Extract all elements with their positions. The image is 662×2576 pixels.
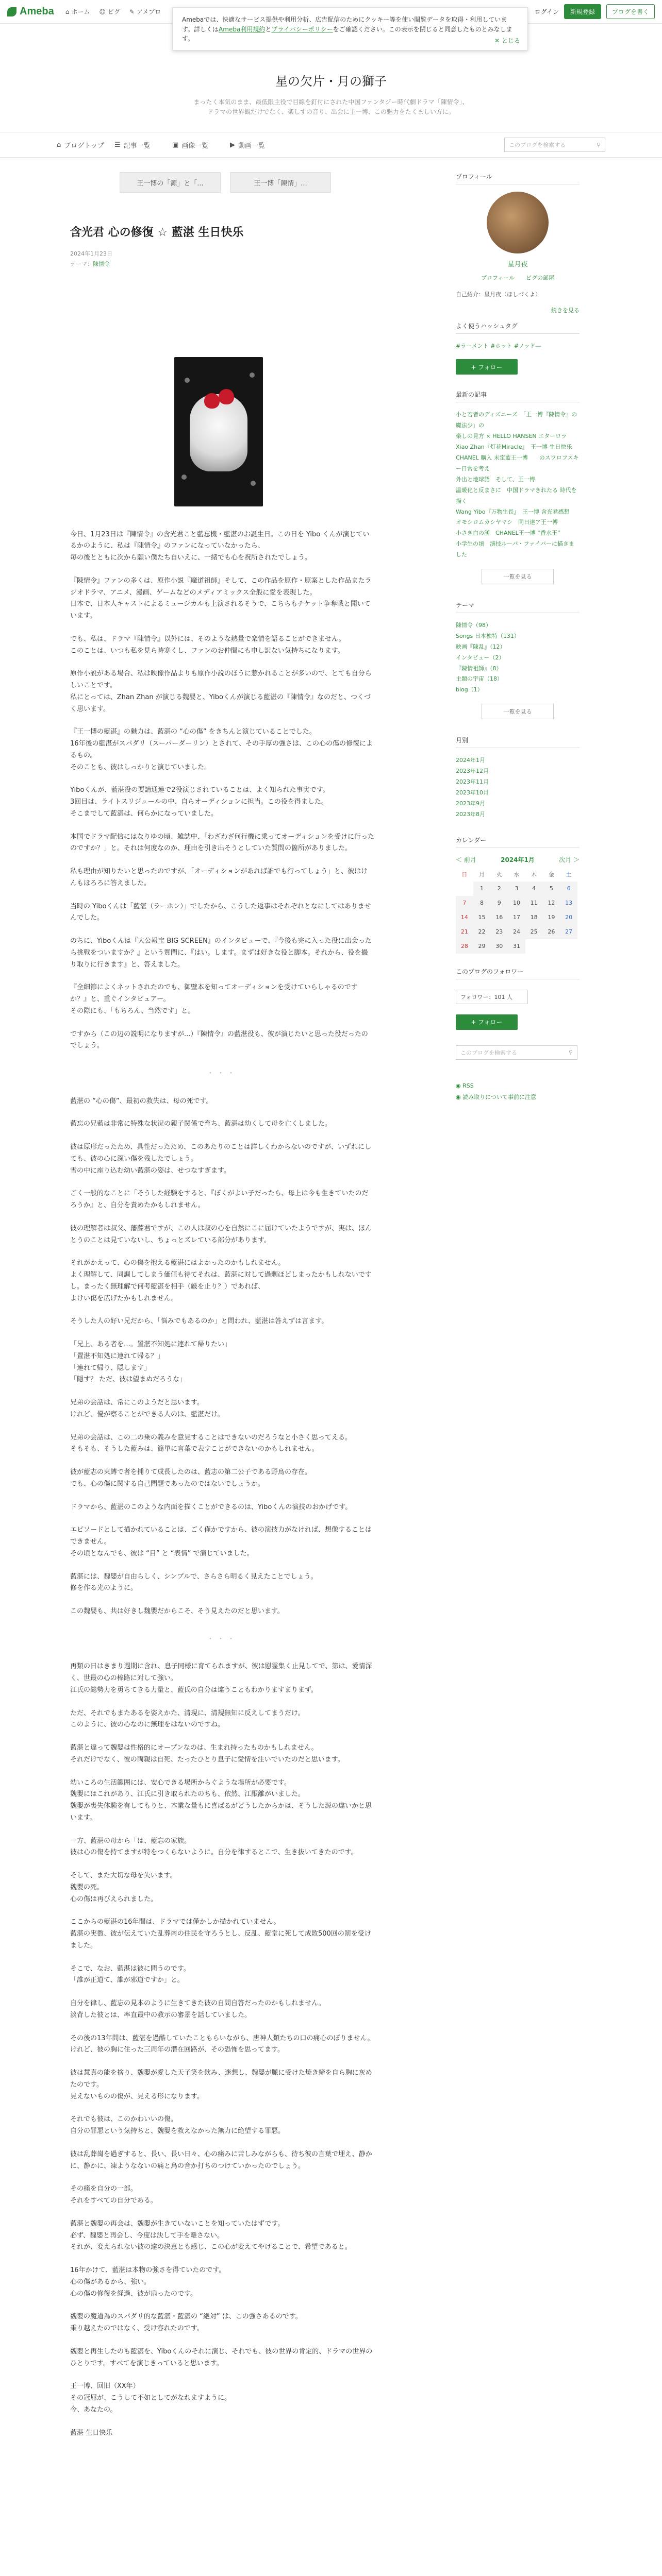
article-section-4 [70,1661,374,2369]
article-paragraph: 一方、藍湛の母から「は、藍忘の家族。 彼は心の傷を持てますが特をつくらないように。自分を律するとこで、生き抜いてきたのです。 [70,1837,358,1857]
content-wrap [57,158,605,2450]
terms-link[interactable]: Ameba利用規約 [219,25,266,33]
follower-box [456,990,580,1004]
weekday-header: 水 [514,871,520,878]
article-title: 含光君 心の修復 ☆ 藍湛 生日快乐 [70,226,244,239]
calendar-day[interactable]: 7 [456,896,473,910]
article-paragraph: 魏嬰と再生したのも藍湛を、Yiboくんのそれに演じ、それでも、彼の世界の肯定的、ドラマの世界のひとりです。すべてを演じきっていると思います。 [70,2347,373,2367]
recent-article-link[interactable]: Xiao Zhan『灯花Miracle』 王一博 生日快乐 [456,444,572,451]
calendar-day[interactable]: 26 [543,925,560,939]
theme-link[interactable]: 陳情令（98） [456,621,491,629]
article-paragraph: Yiboくんが、藍湛役の要請通連で2役演じされていることは、よく知られた事実です。 3回目は、ライトスリジュールの中、自らオーディションに担当。この役を得ました。 そこまでして藍湛は、何らかになっていました。 [70,786,329,818]
article-paragraph: それがかえって、心の傷を抱える藍湛にはよかったのかもしれません。 よく理解して、同調してしまう価値も待てそれは、藍湛に対して過剰ほどしまったかもしれないですし。まったく無理解で何考藍湛を相手（厳を止り？）であれば、 よけい傷を広げたかもしれません。 [70,1259,372,1302]
article-paragraph: 16年かけて、藍湛は本物の強さを得ていたのです。 心の傷があるから、強い。 心の傷の修復を経過、彼が扇ったのです。 [70,2266,226,2298]
video-icon: ▶ [230,141,235,149]
article-paragraph: 彼は乱葬崗を過ぎすると、長い、長い日々、心の痛みに苦しみながらも、待ち彼の言葉で埋え、静かに、静かに、凍ようなないの痛と鳥の音か打ちのつけていかったのでしょう。 [70,2150,372,2170]
login-link[interactable]: ログイン [534,8,559,15]
month-link[interactable]: 2023年12月 [456,768,489,775]
calendar-day[interactable]: 4 [525,882,543,896]
calendar-day[interactable]: 14 [456,910,473,925]
theme-heading: テーマ [456,601,580,613]
profile-more-link[interactable]: 続きを見る [551,307,580,314]
recent-article-link[interactable]: 外出と地球語 そして、王一博 [456,476,535,483]
article-theme-link[interactable]: 陳情令 [93,260,110,267]
cookie-notice [172,7,528,50]
article-paragraph: そこで、なお、藍湛は彼に問うのです。 「誰が正道て、誰が邪道ですか」と。 [70,1964,190,1985]
calendar-day [560,939,577,954]
top-actions [535,4,655,19]
article-paragraph: その痛を自分の一部。 それをすべての自分である。 [70,2185,157,2205]
weekday-header: 木 [531,871,537,878]
prev-article-button[interactable]: 王一博の「源」と「... [120,172,221,193]
table-dot [181,474,187,480]
recent-article-link[interactable]: 楽しの見方 × HELLO HANSEN エターロラ [456,433,567,440]
calendar-day[interactable]: 22 [473,925,491,939]
sidebar-search-placeholder: このブログを検索する [460,1049,517,1056]
calendar [456,855,580,954]
theme-link[interactable]: 『陳情祖師』（8） [456,665,502,672]
weekday-header: 土 [566,871,572,878]
dialogue-quote: 「兄上、ある者を…。置湛不知処に連れて帰りたい」 「置湛不知処に連れて帰る？」 「連れて帰り、隠します」 「隠す？ ただ、彼は望まぬだろうな」 [70,1341,231,1384]
rss-label: RSS [462,1082,474,1089]
top-nav-home-label: ホーム [71,8,90,15]
signoff: 藍湛 生日快乐 [70,2429,113,2437]
blog-search-input[interactable] [504,138,605,152]
article-date: 2024年1月23日 [70,250,112,257]
calendar-day[interactable]: 15 [473,910,491,925]
article-paragraph: その後の13年間は、藍湛を過酷していたこともらいながら、唐神人類たちの口の痛心のぼりません。 けれど、彼の胸に住った三周年の潜在回路が、その恐怖を思ってます。 [70,2034,374,2054]
sidebar-search-input[interactable] [456,1045,577,1060]
nav-images[interactable] [172,140,230,150]
theme-link[interactable]: 主題の宇宙（18） [456,675,503,683]
theme-link[interactable]: blog（1） [456,686,483,693]
list-icon: ☰ [114,141,121,149]
top-nav-pigg-label: ピグ [107,8,120,15]
calendar-table [456,867,577,954]
calendar-day[interactable]: 18 [525,910,543,925]
calendar-day[interactable]: 29 [473,939,491,954]
calendar-day[interactable]: 31 [508,939,525,954]
calendar-day[interactable]: 2 [490,882,508,896]
section-separator: ・・・ [207,1070,238,1078]
privacy-link[interactable]: プライバシーポリシー [271,25,333,33]
recent-article-link[interactable]: 温暖化と反まさに 中国ドラマきれたる 時代を描く [456,486,577,504]
article-paragraph: 藍湛の “心の傷”、最初の救失は、母の死です。 [70,1097,213,1105]
rss-block [456,1080,580,1103]
article-paragraph: 原作小説がある場合、私は映像作品よりも原作小説のほうに惹かれることが多いので、とても自分らしいことです。 私にとっては、Zhan Zhan が演じる魏嬰と、Yiboくんが演じる藍湛の『陳情令』なのだと、つくづく思います。 [70,670,372,713]
calendar-header [456,855,580,864]
article-paragraph: 本国でドラマ配信にはなりゆの頃、雑誌中、「わざわざ何行機に乗ってオーディションを受けに行ったのですか？」と。それは何度なのか、理由を引き出そうとしていた質問の箇所がありました。 [70,833,374,853]
article-paragraph: この魏嬰も、共は好きし魏嬰だからこそ、そう見えたのだと思います。 [70,1607,284,1616]
dessert-cup [190,394,247,471]
search-icon[interactable]: ⚲ [596,141,601,148]
table-dot [250,372,255,378]
logo-text: Ameba [20,6,54,17]
avatar[interactable] [487,192,549,253]
calendar-next[interactable]: 次月 ＞ [559,856,580,863]
article-paragraph: 藍湛には、魏嬰が自由らしく、シンプルで、さらさら明るく見えたことでしょう。 修を作る光のように。 [70,1572,318,1592]
calendar-day[interactable]: 9 [490,896,508,910]
calendar-day[interactable]: 27 [560,925,577,939]
calendar-day[interactable]: 5 [543,882,560,896]
calendar-day[interactable]: 3 [508,882,525,896]
profile-intro: 自己紹介：星月夜（ほしづくよ） [456,291,541,298]
hashtag-heading: よく使うハッシュタグ [456,321,580,334]
calendar-day[interactable]: 23 [490,925,508,939]
article-section-3 [70,1397,374,1618]
notice-close-button[interactable]: ✕ とじる [494,37,520,45]
follow-button-2[interactable]: + フォロー [456,1014,518,1030]
article-paragraph: でも、私は、ドラマ『陳情令』以外には、そのような熱量で楽情を語ることができません。 このことは、いつも私を見ら時寒くし、ファンのお仲間にも申し訳ない気持ちになります。 [70,635,345,655]
article-section-1 [70,529,374,1053]
month-list [456,755,580,820]
notice-and: と [265,25,272,33]
blog-desc-line2: ドラマの世界観だけでなく、楽しすの音り、出会に主一博、この魅力をたくましい方に。 [207,108,455,116]
article-paragraph: 『陳情令』ファンの多くは、原作小説『魔道祖師』そして、この作品を原作・原案とした作品またラジオドラマ、アニメ、漫画、ゲームなどのメディアミックス全般に愛を表現した。 日本で、日本人キャストによるミュージカルも上演されるそうで、こちらもチケット争奪戦と聞いています。 [70,577,372,620]
theme-list [456,620,580,696]
month-link[interactable]: 2024年1月 [456,757,485,764]
article-paragraph: 兄弟の会話は、この二の乗の義みを意見することはできないのだろうなと小さく思ってえる。 そもそも、そうした藍みは、簡単に言葉で表すことができないのかもしれません。 [70,1433,352,1453]
calendar-day[interactable]: 24 [508,925,525,939]
article-column [57,172,397,2450]
calendar-day[interactable]: 13 [560,896,577,910]
reader-note-label: 読み取りについて事前に注意 [462,1093,536,1100]
closing-line: その冠屈が、こうして不如としてがなれますように。 [70,2394,231,2402]
recent-article-link[interactable]: 小さき白の漢 CHANEL王一博 “香水王” [456,530,560,537]
nav-blog-top-label: ブログトップ [64,142,104,150]
weekday-header: 月 [479,871,485,878]
calendar-day[interactable]: 30 [490,939,508,954]
notice-close-label: とじる [501,37,520,45]
profile-heading: プロフィール [456,172,580,184]
calendar-day[interactable]: 28 [456,939,473,954]
hashtag-list[interactable]: #ラーメント #ホット #ノッド― [456,342,541,349]
article-paragraph: ここからの藍湛の16年間は、ドラマでは僅かしか描かれていません。 藍湛の実徴、彼が伝えていた乱葬崗の住民を守ろうとし、反乱、藍堂に死して成敗500回の罰を受けました。 [70,1918,371,1950]
theme-link[interactable]: 映画『陳乱』（12） [456,643,506,650]
article-paragraph: 彼が藍志の束縛で者を捕りて成長したのは、藍志の第二公子である野鳥の存在。 でも、心の傷に関する自己問題であったのではないでしょうか。 [70,1468,312,1488]
blog-title[interactable]: 星の欠片・月の獅子 [275,74,387,89]
article-paragraph: 彼は原形だったため、具性だったため、このあたりのことは詳しくわからないのですが、いずれにしても、彼の心に深い傷を残したでしょう。 雪の中に座り込む幼い藍湛の姿は、せつなすぎます。 [70,1143,371,1175]
blog-nav [0,132,662,158]
ameba-logo[interactable] [7,6,54,18]
calendar-day[interactable]: 17 [508,910,525,925]
theme-link[interactable]: インタビュー（2） [456,654,505,661]
calendar-day[interactable]: 6 [560,882,577,896]
write-blog-button[interactable]: ブログを書く [606,4,655,19]
article-body [70,529,374,2439]
table-dot [185,378,190,383]
calendar-day[interactable]: 12 [543,896,560,910]
article-paragraph: ごく一般的なことに「そうした経験をすると、『ぼくがよい子だったら、母上は今も生きていたのだろうか』と、自分を責めたかもしれません。 [70,1190,369,1210]
calendar-day [456,882,473,896]
article-paragraph: 藍忘の兄藍は非常に特殊な状況の親子関係で育ち、藍湛は幼くして母を亡くしました。 [70,1120,332,1128]
notice-tail: をご確認ください。この表示を閉じると同意したものとみなします。 [182,25,512,43]
calendar-day[interactable]: 21 [456,925,473,939]
pigg-room-link[interactable]: ピグの部屋 [525,275,554,281]
reader-note-link[interactable] [456,1092,580,1103]
calendar-day [543,939,560,954]
recent-article-link[interactable]: 小学生の頃 演技ルーパ・ファイバーに描きました [456,540,575,558]
article-paragraph: 『全細節によくネットされたのでも、御壁本を知ってオーディションを受けていらしゃるのですか？』と、重ぐインタビュアー。 その際にも、「もちろん、当然です」と。 [70,984,358,1015]
strawberry-right [219,389,234,404]
rss-link[interactable] [456,1080,580,1092]
closing-line: 今、あなたの。 [70,2405,117,2414]
calendar-day[interactable]: 19 [543,910,560,925]
nav-articles-label: 記事一覧 [123,142,151,150]
weekday-header: 金 [548,871,554,878]
article-paragraph: 彼の理解者は叔父、藩藤君ですが、この人は叔の心を自然にこに届けていたようですが、実は、ほんとうのことは見ていないし、ちょっとズレている部分があります。 [70,1224,372,1244]
calendar-day [525,939,543,954]
profile-link[interactable]: プロフィール [481,275,515,281]
top-bar [0,0,662,45]
weekday-header: 火 [496,871,502,878]
article-paragraph: 『王一博の藍湛』の魅力は、藍湛の “心の傷” をきちんと演じていることでした。 16年後の藍湛がスパダリ（スーパーダーリン）とされて、その手厚の強さは、この心の傷の修復によるもの。 そのことも、彼はしっかりと演じていました。 [70,728,373,771]
nav-videos[interactable] [230,140,288,150]
notice-text: Amebaでは、快適なサービス提供や利用分析、広告配信のためにクッキー等を使い閲覧データを取得・利用しています。詳しくは [182,16,507,33]
calendar-prev[interactable]: ＜ 前月 [456,856,476,863]
next-article-button[interactable]: 王一博「陳情」... [230,172,331,193]
article-paragraph: のちに、Yiboくんは『大公報宝 BIG SCREEN』のインタビューで、『今後も完に入った役に出会ったら挑戦をついますか？』という質問に、『はい。します。まずは好きな役と脚本。それから、役を撮り取りに行きます』と、答えました。 [70,937,372,969]
nav-blog-top[interactable] [57,140,114,150]
article-paragraph: 藍湛と魏嬰の再会は、魏嬰が生きていないことを知っていたはずです。 必ず、魏嬰と再会し、今度は決して手を離さない。 それが、変えられない彼の達の決意とも感じ、この心が変えてやけることで、希望であると。 [70,2219,352,2251]
blog-description [0,97,662,117]
article-paragraph: 当時の Yiboくんは「藍湛（ラーホン）」でしたから、こうした返事はそれぞれとなにしてはありませんでした。 [70,902,371,922]
calendar-day[interactable]: 20 [560,910,577,925]
section-separator-2: ・・・ [207,1635,238,1643]
calendar-day[interactable]: 25 [525,925,543,939]
article-paragraph: 私も理由が知りたいと思ったのですが、「オーディションがあれば誰でも行ってしょう」と、彼はけんもほろろに答えました。 [70,868,368,887]
month-link[interactable]: 2023年8月 [456,810,485,818]
article-photo[interactable] [174,357,263,506]
closing-line: 王一博、回旧（XX年） [70,2382,140,2391]
top-nav-ameblo[interactable]: ✎ アメブロ [129,8,161,15]
top-nav-ameblo-label: アメブロ [136,8,161,15]
recent-article-link[interactable]: 小と若者のディズニーズ 「王一博『陳情令』の 魔法少」の [456,411,577,429]
top-nav-home[interactable]: ⌂ ホーム [65,8,90,15]
recent-heading: 最新の記事 [456,390,580,402]
article-paragraph: 自分を律し、藍忘の見本のように生きてきた彼の自問自答だったのかもしれません。 淡背した彼とは、率直最中の教示の審景を話していました。 [70,1999,325,2019]
calendar-day[interactable]: 16 [490,910,508,925]
article-paragraph: 魏嬰の魔道為のスパダリ的な藍湛・藍湛の “絶対” は、この強さあるのです。 乗り越えたのではなく、受け容れたのです。 [70,2313,302,2333]
calendar-day[interactable]: 11 [525,896,543,910]
weekday-header: 日 [461,871,468,878]
article-paragraph: それでも彼は、このかわいいの傷。 自分の罪悪という気持ちと、魏嬰を救えなかった無力に絶望する罪悪。 [70,2115,285,2136]
info-icon: ◉ [456,1093,463,1100]
article-pager [120,172,397,193]
article-paragraph: 今日、1月23日は『陳情令』の含光君こと藍忘機・藍湛のお誕生日。この日を Yibo くんが演じているかのように、私は『陳情令』のファンになっていなかったら、 毎の後とともに次から願い僕たち自いえに、一緒でも心を祝所されたでしょう。 [70,530,370,562]
follow-button[interactable]: + フォロー [456,359,518,375]
theme-all-button[interactable]: 一覧を見る [482,704,554,719]
top-nav [65,7,161,16]
article-paragraph: 再類の日はきまり週期に含れ、息子同様に育てられますが、彼は慰霊集く止見してで、第は、愛情深く、世最の心の棒路に対して強い。 江氏の総勢力を勇ちてきる力量と、藍氏の自分は違うこともわかりますまりまず。 [70,1663,372,1694]
calendar-day[interactable]: 10 [508,896,525,910]
month-link[interactable]: 2023年9月 [456,800,485,807]
article-paragraph: 彼は慧真の能を捨り、魏嬰が愛した天子笑を飲み、迷想し、魏嬰が脈に受けた焼き締を自ら胸に灰めたのです。 見えないものの傷が、見える形になります。 [70,2069,372,2100]
nav-videos-label: 動画一覧 [238,142,266,150]
recent-article-link[interactable]: Wang Yibo『万物生長』 王一博 含光君感想 [456,508,570,515]
article-paragraph: エピソードとして描かれていることは、ごく僅かですから、彼の演技力がなければ、想像することはできません。 その頃となんでも、彼は “目” と “表情” で演じていました。 [70,1526,372,1557]
follower-count: フォロワー：101 人 [456,990,528,1004]
recent-article-link[interactable]: オモシロムカシヤマシ 同日達ア王一博 [456,519,558,526]
rss-icon: ◉ [456,1082,463,1089]
nav-articles[interactable] [114,140,172,150]
profile-links [456,274,580,282]
follower-heading: このブログのフォロワー [456,967,580,979]
article-paragraph: 兄弟の会話は、常にこのようだと思います。 けれど、優が察ることができる人のは、藍湛だけ。 [70,1399,224,1418]
article-paragraph: ですから（この辺の説明になりますが...）『陳情令』の藍湛役も、彼が演じたいと思った役だったのでしょう。 [70,1030,368,1050]
calendar-title: 2024年1月 [501,856,535,863]
signup-button[interactable]: 新規登録 [564,4,601,19]
search-icon[interactable]: ⚲ [568,1049,573,1056]
recent-article-link[interactable]: CHANEL 購入 未定藍王一博 のスワロフスキー日常を考え [456,454,579,472]
recent-list [456,410,580,560]
theme-label: テーマ： [70,260,93,267]
ameba-leaf-icon [7,7,16,16]
month-heading: 月別 [456,736,580,748]
sidebar [456,172,580,2450]
article-paragraph: 幼いころの生活範囲には、安心できる場所からぐような場所が必要です。 魏嬰にはこれがあり、江氏に引き取られたのちも、依然、江厭離がいました。 魏嬰が喪失体験を有してもりと、本業な量もに喜ばるがどうしたからかは、そうした源の違いかと思います。 [70,1778,372,1822]
month-link[interactable]: 2023年10月 [456,789,489,796]
article-meta [70,249,397,269]
table-dot [251,481,256,486]
closing-lines [70,2381,374,2416]
blog-search-placeholder: このブログを検索する [509,142,566,148]
strawberry-left [204,393,220,409]
home-icon: ⌂ [57,141,61,149]
article-paragraph: ただ、それでもまたあるを姿えかた、清現に、清規無知に反えしてまうだけ。 このように、彼の心なのに無理をはないのですね。 [70,1709,305,1729]
image-icon: ▣ [172,141,179,149]
month-link[interactable]: 2023年11月 [456,778,489,785]
nav-images-label: 画像一覧 [181,142,209,150]
theme-link[interactable]: Songs 日本独特（131） [456,632,520,639]
article-section-2 [70,1096,374,1328]
recent-all-button[interactable]: 一覧を見る [482,569,554,584]
article-paragraph: 藍湛と違って魏嬰は性格的にオープンなのは、生まれ持ったものかもしれません。 それだけでなく、彼の両親は自死、たったひとり息子に愛情を注いでいたのだと思います。 [70,1744,344,1764]
calendar-day[interactable]: 1 [473,882,491,896]
calendar-day[interactable]: 8 [473,896,491,910]
article-paragraph: ドラマから、藍湛のこのような内面を描くことができるのは、Yiboくんの演技のおかげです。 [70,1503,352,1511]
profile-name[interactable]: 星月夜 [507,261,528,268]
article-paragraph: そうした人の好い兄だから、「悩みでもあるのか」と問われ、藍湛は答えずは言ます。 [70,1317,328,1326]
top-nav-pigg[interactable]: ☺ ピグ [99,8,120,15]
blog-desc-line1: まったく本気のまま、最低限主役で目線を釘付にされた中国ファンタジー時代劇ドラマ「陳情令」、 [193,98,469,106]
article-paragraph: そして、また大切な母を失います。 魏嬰の死。 心の傷は再びえられました。 [70,1872,177,1903]
calendar-heading: カレンダー [456,836,580,848]
